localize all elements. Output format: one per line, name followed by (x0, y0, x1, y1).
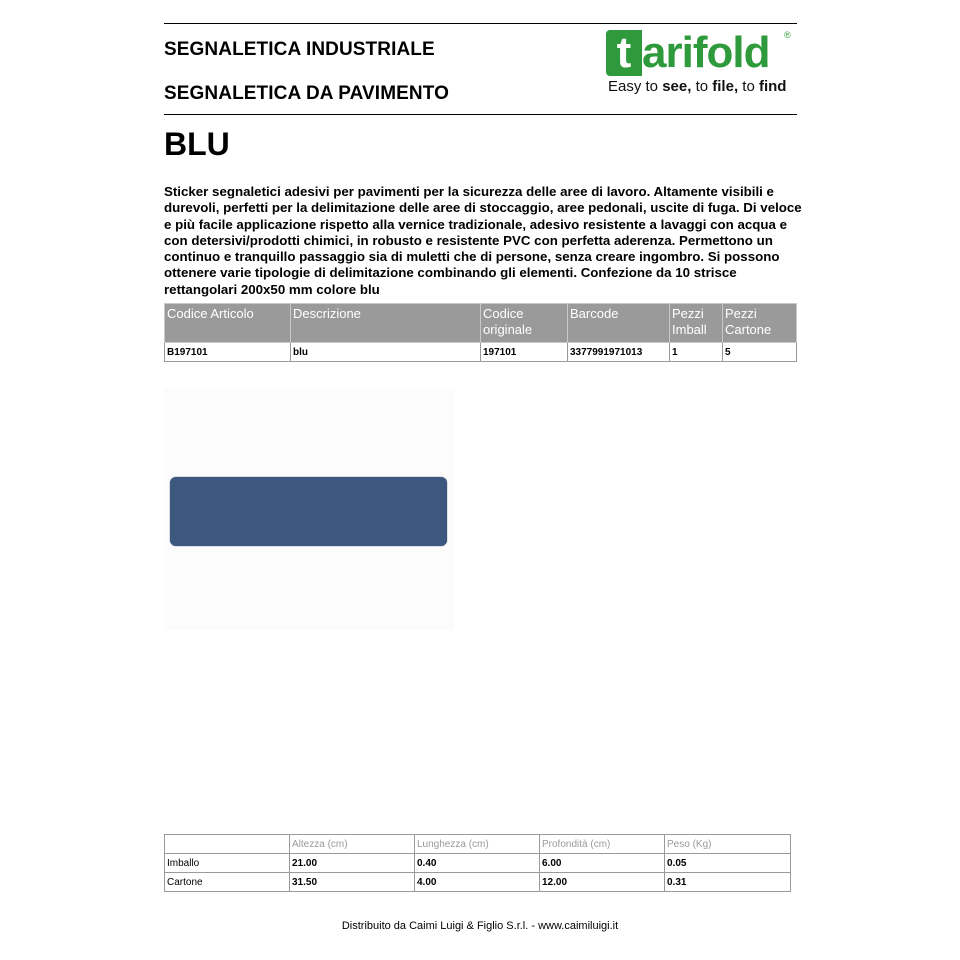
tagline-mid1: to (691, 78, 713, 95)
header-barcode: Barcode (568, 304, 670, 343)
product-table (164, 303, 797, 362)
product-image (164, 388, 454, 630)
dim-imballo-profondita: 6.00 (540, 854, 665, 873)
dim-header-empty (165, 835, 290, 854)
dim-label-cartone: Cartone (165, 873, 290, 892)
tagline-find: find (758, 78, 787, 95)
cell-descrizione: blu (291, 343, 481, 362)
dim-header-profondita: Profondità (cm) (540, 835, 665, 854)
product-title: BLU (164, 126, 230, 162)
blue-floor-strip (170, 477, 447, 546)
top-rule (164, 23, 797, 24)
logo-first-letter: t (606, 30, 642, 76)
header-bottom-rule (164, 114, 797, 115)
tagline-prefix: Easy to (608, 78, 663, 95)
category-heading: SEGNALETICA INDUSTRIALE (164, 39, 435, 60)
dimensions-header (165, 835, 791, 854)
dim-label-imballo: Imballo (165, 854, 290, 873)
header-pezzi-cartone: Pezzi Cartone (723, 304, 797, 343)
cell-codice-articolo: B197101 (165, 343, 291, 362)
table-row (165, 343, 797, 362)
tagline-mid2: to (738, 78, 759, 95)
dim-imballo-lunghezza: 0.40 (415, 854, 540, 873)
header-pezzi-imball: Pezzi Imball (670, 304, 723, 343)
product-description: Sticker segnaletici adesivi per pavimenti per la sicurezza delle aree di lavoro. Altamente visibili e durevoli, perfetti per la delimitazione delle aree di stoccaggio, aree pedonali, uscite di fuga. Di veloce e più facile applicazione rispetto alla vernice tradizionale, adesivo resistente a lavaggi con acqua e con detersivi/prodotti chimici, in robusto e resistente PVC con perfetta aderenza. Permettono un continuo e tranquillo passaggio sia di muletti che di persone, senza creare ingombro. Si possono ottenere varie tipologie di delimitazione combinando gli elementi. Confezione da 10 strisce rettangolari 200x50 mm colore blu (164, 184, 802, 297)
dim-header-altezza: Altezza (cm) (290, 835, 415, 854)
dim-cartone-profondita: 12.00 (540, 873, 665, 892)
cell-pezzi-imball: 1 (670, 343, 723, 362)
tagline-see: see, (662, 78, 692, 95)
subcategory-heading: SEGNALETICA DA PAVIMENTO (164, 83, 449, 104)
dim-header-lunghezza: Lunghezza (cm) (415, 835, 540, 854)
header-codice-articolo: Codice Articolo (165, 304, 291, 343)
table-row (165, 854, 791, 873)
logo-tagline (608, 78, 786, 95)
tarifold-logo (606, 28, 796, 98)
footer-distributor: Distribuito da Caimi Luigi & Figlio S.r.l. - www.caimiluigi.it (341, 920, 619, 932)
header-descrizione: Descrizione (291, 304, 481, 343)
dim-cartone-peso: 0.31 (665, 873, 791, 892)
cell-codice-originale: 197101 (481, 343, 568, 362)
dim-imballo-peso: 0.05 (665, 854, 791, 873)
registered-mark: ® (784, 30, 791, 40)
cell-barcode: 3377991971013 (568, 343, 670, 362)
cell-pezzi-cartone: 5 (723, 343, 797, 362)
dim-imballo-altezza: 21.00 (290, 854, 415, 873)
product-table-header (165, 304, 797, 343)
dim-cartone-altezza: 31.50 (290, 873, 415, 892)
header-codice-originale: Codice originale (481, 304, 568, 343)
table-row (165, 873, 791, 892)
dim-header-peso: Peso (Kg) (665, 835, 791, 854)
tagline-file: file, (712, 78, 739, 95)
logo-wordmark (606, 28, 769, 76)
logo-rest: arifold (642, 28, 770, 77)
dimensions-table (164, 834, 791, 892)
dim-cartone-lunghezza: 4.00 (415, 873, 540, 892)
